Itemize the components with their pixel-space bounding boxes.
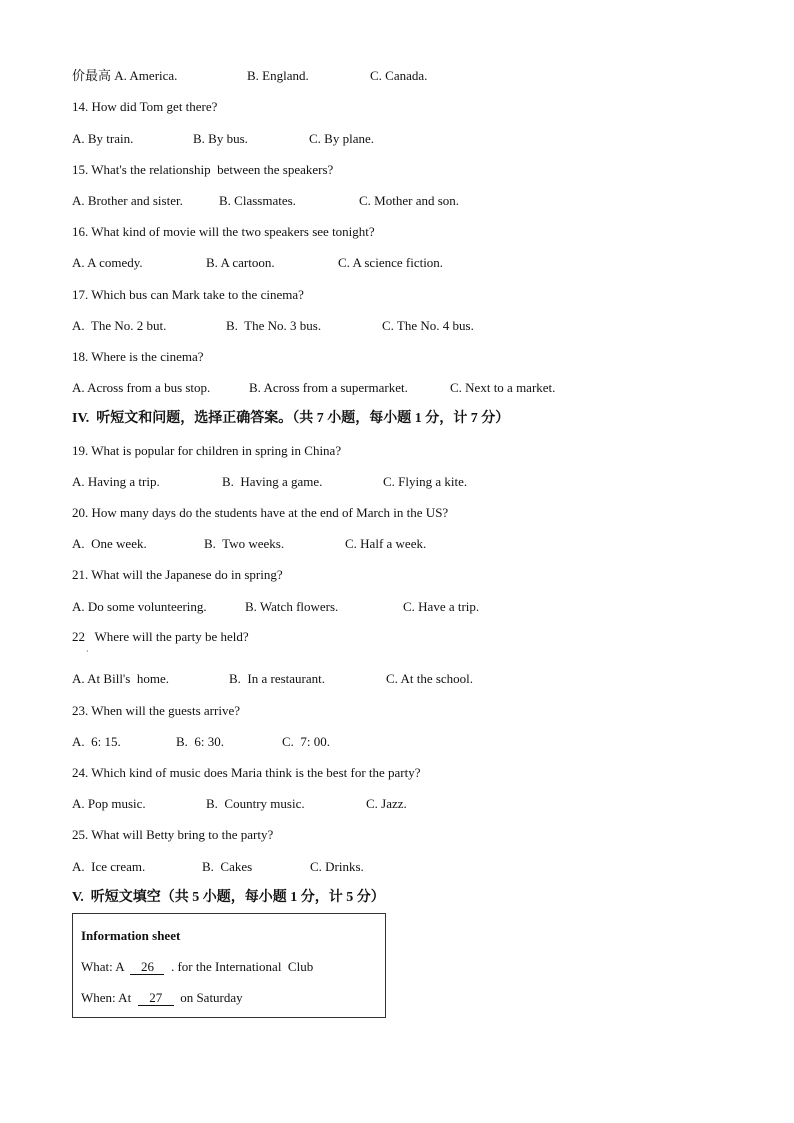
blank-27[interactable]: 27 xyxy=(138,991,174,1006)
question-24-option-a: A. Pop music. xyxy=(72,796,146,811)
question-24-stem: 24. Which kind of music does Maria think is the best for the party? xyxy=(72,765,421,780)
question-19-option-a: A. Having a trip. xyxy=(72,474,160,489)
question-23-option-b: B. 6: 30. xyxy=(176,734,225,749)
section-5-heading: V. 听短文填空（共 5 小题，每小题 1 分，计 5 分） xyxy=(72,890,385,905)
question-18-option-a: A. Across from a bus stop. xyxy=(72,380,211,395)
question-25-stem: 25. What will Betty bring to the party? xyxy=(72,827,274,842)
question-14-option-c: C. By plane. xyxy=(309,131,374,146)
question-14-option-b: B. By bus. xyxy=(193,131,248,146)
question-16-option-a: A. A comedy. xyxy=(72,255,143,270)
question-15-option-c: C. Mother and son. xyxy=(359,193,460,208)
question-19-option-c: C. Flying a kite. xyxy=(383,474,468,489)
question-23-option-c: C. 7: 00. xyxy=(282,734,331,749)
question-14-stem: 14. How did Tom get there? xyxy=(72,99,218,114)
q13-option-c: C. Canada. xyxy=(370,68,428,83)
question-17-option-a: A. The No. 2 but. xyxy=(72,318,167,333)
info-when-suffix: on Saturday xyxy=(180,990,243,1005)
question-20-option-b: B. Two weeks. xyxy=(204,536,285,551)
question-21-option-c: C. Have a trip. xyxy=(403,599,480,614)
question-18-option-c: C. Next to a market. xyxy=(450,380,556,395)
question-19-option-b: B. Having a game. xyxy=(222,474,323,489)
info-what-label: What: A xyxy=(81,959,124,974)
question-18-option-b: B. Across from a supermarket. xyxy=(249,380,408,395)
question-16-option-b: B. A cartoon. xyxy=(206,255,275,270)
question-25-option-a: A. Ice cream. xyxy=(72,859,146,874)
section-4-heading: IV. 听短文和问题，选择正确答案。（共 7 小题，每小题 1 分，计 7 分） xyxy=(72,411,510,426)
info-when-row xyxy=(81,990,243,1006)
question-22-stem: 22 Where will the party be held? xyxy=(72,629,249,644)
question-21-stem: 21. What will the Japanese do in spring? xyxy=(72,567,283,582)
info-when-label: When: At xyxy=(81,990,132,1005)
question-21-option-b: B. Watch flowers. xyxy=(245,599,339,614)
question-16-option-c: C. A science fiction. xyxy=(338,255,444,270)
question-17-stem: 17. Which bus can Mark take to the cinema? xyxy=(72,287,304,302)
question-17-option-c: C. The No. 4 bus. xyxy=(382,318,474,333)
question-17-option-b: B. The No. 3 bus. xyxy=(226,318,322,333)
info-what-row xyxy=(81,959,313,975)
question-24-option-b: B. Country music. xyxy=(206,796,305,811)
question-23-option-a: A. 6: 15. xyxy=(72,734,121,749)
question-23-stem: 23. When will the guests arrive? xyxy=(72,703,240,718)
question-21-option-a: A. Do some volunteering. xyxy=(72,599,207,614)
q13-option-b: B. England. xyxy=(247,68,309,83)
question-14-option-a: A. By train. xyxy=(72,131,134,146)
question-20-option-c: C. Half a week. xyxy=(345,536,427,551)
question-22-option-a: A. At Bill's home. xyxy=(72,671,169,686)
info-what-suffix: . for the International Club xyxy=(170,959,314,974)
stray-dot-mark: · xyxy=(86,647,89,656)
question-24-option-c: C. Jazz. xyxy=(366,796,407,811)
question-25-option-b: B. Cakes xyxy=(202,859,253,874)
q13-options-a: 价最高 A. America. xyxy=(72,68,178,83)
question-20-option-a: A. One week. xyxy=(72,536,147,551)
question-15-option-b: B. Classmates. xyxy=(219,193,296,208)
question-19-stem: 19. What is popular for children in spring in China? xyxy=(72,443,342,458)
question-15-option-a: A. Brother and sister. xyxy=(72,193,183,208)
question-22-option-b: B. In a restaurant. xyxy=(229,671,326,686)
blank-26[interactable]: 26 xyxy=(130,960,164,975)
question-16-stem: 16. What kind of movie will the two speakers see tonight? xyxy=(72,224,375,239)
question-25-option-c: C. Drinks. xyxy=(310,859,364,874)
question-20-stem: 20. How many days do the students have at the end of March in the US? xyxy=(72,505,449,520)
information-sheet-box xyxy=(72,913,386,1018)
question-15-stem: 15. What's the relationship between the speakers? xyxy=(72,162,334,177)
question-18-stem: 18. Where is the cinema? xyxy=(72,349,204,364)
question-22-option-c: C. At the school. xyxy=(386,671,474,686)
information-sheet-title: Information sheet xyxy=(81,928,181,943)
